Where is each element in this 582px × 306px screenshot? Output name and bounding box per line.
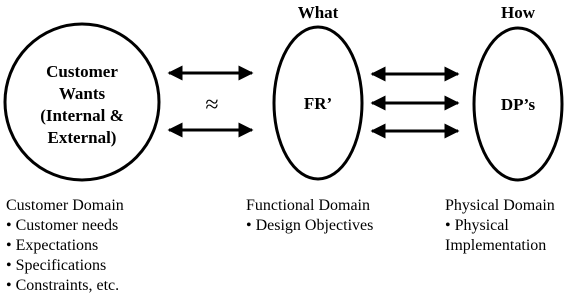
dp-label: DP’s: [500, 95, 536, 114]
fr-label: FR’: [303, 94, 333, 113]
physical-domain-item: Implementation: [445, 237, 547, 254]
functional-domain-item: • Design Objectives: [246, 217, 374, 234]
physical-domain-caption: [445, 196, 582, 256]
customer-domain-item: • Specifications: [6, 257, 107, 274]
customer-wants-line-4: External): [47, 128, 117, 147]
approx-equal-symbol: ≈: [205, 92, 219, 118]
customer-domain-item: • Expectations: [6, 237, 99, 254]
physical-domain-item: • Physical: [445, 217, 509, 234]
functional-domain-title: Functional Domain: [246, 197, 370, 214]
what-header: What: [297, 3, 339, 22]
physical-domain-title: Physical Domain: [445, 197, 555, 214]
customer-domain-title: Customer Domain: [6, 197, 124, 214]
how-header: How: [501, 3, 535, 22]
customer-wants-line-1: Customer: [46, 62, 118, 81]
functional-domain-caption: [246, 196, 373, 236]
customer-domain-item: • Constraints, etc.: [6, 277, 120, 294]
customer-domain-caption: [6, 196, 124, 296]
customer-domain-item: • Customer needs: [6, 217, 119, 234]
customer-wants-line-3: (Internal &: [40, 106, 124, 125]
customer-wants-line-2: Wants: [58, 84, 106, 103]
